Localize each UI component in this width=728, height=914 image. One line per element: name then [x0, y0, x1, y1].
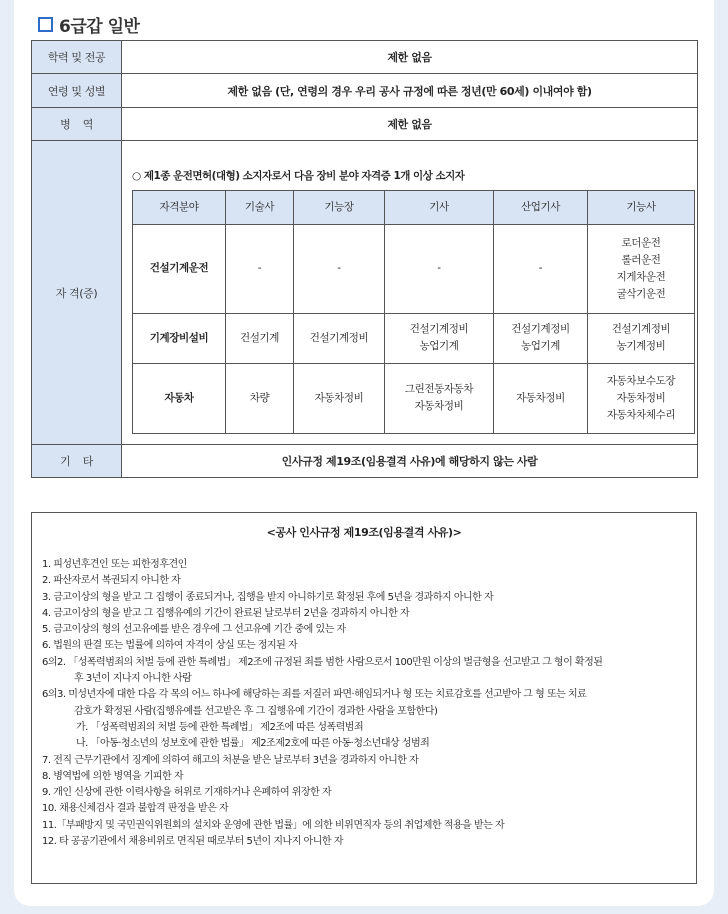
grade-cell: 건설기계정비 농업기계 — [385, 313, 494, 363]
grade-cell: 그린전동자동차 자동차정비 — [385, 363, 494, 433]
grade-cell: - — [226, 224, 294, 313]
rule-text: 6의3. 미성년자에 대한 다음 각 목의 어느 하나에 해당하는 죄를 저질러 파면·해임되거나 형 또는 치료감호를 선고받아 그 형 또는 치료 — [42, 689, 587, 701]
rule-item — [42, 736, 688, 752]
row-value: 제한 없음 (단, 연령의 경우 우리 공사 규정에 따른 정년(만 60세) 이내여야 함) — [122, 74, 698, 108]
grade-cell: 차량 — [226, 363, 294, 433]
rule-item — [42, 655, 688, 688]
header-cell: 기술사 — [226, 190, 294, 224]
row-label: 학력 및 전공 — [32, 41, 122, 74]
rule-item — [42, 638, 688, 654]
rules-list — [42, 557, 688, 850]
qualification-header-row — [133, 190, 695, 224]
rule-text: 5. 금고이상의 형의 선고유예를 받은 경우에 그 선고유예 기간 중에 있는 자 — [42, 624, 346, 636]
rule-item — [42, 769, 688, 785]
header-cell: 산업기사 — [494, 190, 588, 224]
rule-item — [42, 753, 688, 769]
row-label: 병 역 — [32, 108, 122, 141]
rule-item — [42, 557, 688, 573]
rule-text: 2. 파산자로서 복권되지 아니한 자 — [42, 575, 181, 587]
row-label: 자 격(증) — [32, 141, 122, 445]
license-condition: ○ 제1종 운전면허(대형) 소지자로서 다음 장비 분야 자격증 1개 이상 소지자 — [132, 169, 465, 182]
qualification-row — [133, 313, 695, 363]
rule-item — [42, 785, 688, 801]
grade-cell: - — [294, 224, 385, 313]
grade-cell: - — [385, 224, 494, 313]
row-value: 인사규정 제19조(임용결격 사유)에 해당하지 않는 사람 — [122, 445, 698, 478]
header-cell: 기능장 — [294, 190, 385, 224]
table-row — [32, 108, 698, 141]
rule-text: 11.「부패방지 및 국민권익위원회의 설치와 운영에 관한 법률」에 의한 비위면직자 등의 취업제한 적용을 받는 자 — [42, 819, 505, 831]
rule-text: 4. 금고이상의 형을 받고 그 집행유예의 기간이 완료된 날로부터 2년을 경과하지 아니한 자 — [42, 607, 410, 619]
grade-cell: 자동차보수도장 자동차정비 자동차차체수리 — [588, 363, 695, 433]
rule-text: 9. 개인 신상에 관한 이력사항을 허위로 기재하거나 은폐하여 위장한 자 — [42, 787, 332, 799]
qualification-row — [133, 224, 695, 313]
grade-cell: 자동차정비 — [494, 363, 588, 433]
rule-text: 6의2. 「성폭력범죄의 처벌 등에 관한 특례법」 제2조에 규정된 죄를 범한 사람으로서 100만원 이상의 벌금형을 선고받고 그 형이 확정된 — [42, 656, 603, 668]
grade-cell: 건설기계정비 농기계정비 — [588, 313, 695, 363]
rule-item — [42, 720, 688, 736]
rule-text: 10. 채용신체검사 결과 불합격 판정을 받은 자 — [42, 803, 229, 815]
header-cell: 기사 — [385, 190, 494, 224]
rule-continuation: 감호가 확정된 사람(집행유예를 선고받은 후 그 집행유예 기간이 경과한 사람을 포함한다) — [74, 705, 438, 717]
header-cell: 기능사 — [588, 190, 695, 224]
qualification-table — [132, 190, 695, 434]
rule-item — [42, 818, 688, 834]
rule-text: 7. 전직 근무기관에서 징계에 의하여 해고의 처분을 받은 날로부터 3년을 경과하지 아니한 자 — [42, 754, 419, 766]
disqualification-rules-box — [31, 512, 697, 884]
row-label: 기 타 — [32, 445, 122, 478]
table-row — [32, 445, 698, 478]
row-value: 제한 없음 — [122, 41, 698, 74]
rule-continuation: 후 3년이 지나지 아니한 사람 — [74, 673, 192, 685]
rule-item — [42, 801, 688, 817]
rule-text: 12. 타 공공기관에서 채용비위로 면직된 때로부터 5년이 지나지 아니한 자 — [42, 836, 343, 848]
row-value: 제한 없음 — [122, 108, 698, 141]
rule-item — [42, 622, 688, 638]
rule-item — [42, 834, 688, 850]
qualification-cell — [122, 141, 698, 445]
checkbox-square-icon — [38, 17, 53, 32]
rule-text: 3. 금고이상의 형을 받고 그 집행이 종료되거나, 집행을 받지 아니하기로 확정된 후에 5년을 경과하지 아니한 자 — [42, 591, 494, 603]
rule-text: 가. 「성폭력범죄의 처벌 등에 관한 특례법」 제2조에 따른 성폭력범죄 — [76, 721, 364, 733]
grade-cell: 건설기계정비 — [294, 313, 385, 363]
qualification-row — [133, 363, 695, 433]
rule-text: 6. 법원의 판결 또는 법률에 의하여 자격이 상실 또는 정지된 자 — [42, 640, 298, 652]
section-header — [38, 10, 139, 38]
header-cell: 자격분야 — [133, 190, 226, 224]
field-cell: 자동차 — [133, 363, 226, 433]
rule-item — [42, 590, 688, 606]
field-cell: 건설기계운전 — [133, 224, 226, 313]
row-label: 연령 및 성별 — [32, 74, 122, 108]
grade-cell: 자동차정비 — [294, 363, 385, 433]
grade-cell: - — [494, 224, 588, 313]
table-row — [32, 74, 698, 108]
grade-cell: 건설기계 — [226, 313, 294, 363]
table-row — [32, 41, 698, 74]
rule-text: 8. 병역법에 의한 병역을 기피한 자 — [42, 770, 184, 782]
requirements-table — [31, 40, 698, 478]
rule-item — [42, 573, 688, 589]
rule-item — [42, 687, 688, 720]
rule-text: 1. 피성년후견인 또는 피한정후견인 — [42, 559, 187, 570]
rule-text: 나. 「아동·청소년의 성보호에 관한 법률」 제2조제2호에 따른 아동·청소년대상 성범죄 — [76, 738, 430, 750]
grade-cell: 건설기계정비 농업기계 — [494, 313, 588, 363]
rule-item — [42, 606, 688, 622]
field-cell: 기계장비설비 — [133, 313, 226, 363]
grade-cell: 로더운전 롤러운전 지게차운전 굴삭기운전 — [588, 224, 695, 313]
rules-title: <공사 인사규정 제19조(임용결격 사유)> — [266, 526, 462, 539]
section-title: 6급갑 일반 — [59, 16, 140, 37]
table-row — [32, 141, 698, 445]
